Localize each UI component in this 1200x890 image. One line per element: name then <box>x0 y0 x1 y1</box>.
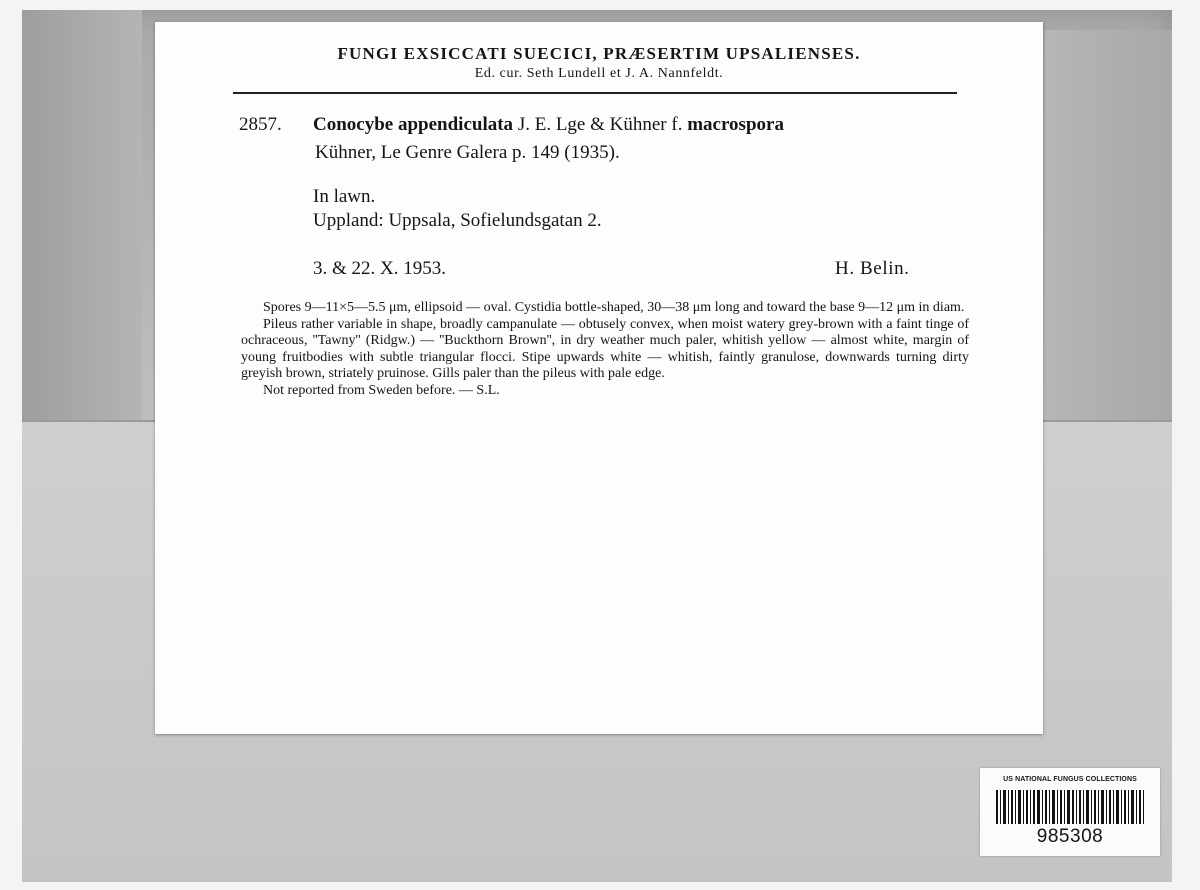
barcode-institution: US NATIONAL FUNGUS COLLECTIONS <box>1003 776 1137 783</box>
collector: H. Belin. <box>835 258 910 279</box>
taxon-reference: Kühner, Le Genre Galera p. 149 (1935). <box>315 142 620 163</box>
collection-date: 3. & 22. X. 1953. <box>313 258 446 279</box>
habitat: In lawn. <box>313 186 376 207</box>
description <box>241 300 969 399</box>
taxon-genus-species: Conocybe appendiculata <box>313 114 514 135</box>
locality: Uppland: Uppsala, Sofielundsgatan 2. <box>313 210 602 231</box>
exsiccata-label <box>155 22 1043 734</box>
barcode-sticker <box>980 768 1160 856</box>
packet-flap-right <box>1045 30 1172 422</box>
description-note: Not reported from Sweden before. — S.L. <box>263 382 500 398</box>
description-spores: Spores 9—11×5—5.5 μm, ellipsoid — oval. Cystidia bottle-shaped, 30—38 μm long and toward the base 9—12 μm in diam. <box>263 300 965 315</box>
packet-flap-left <box>22 10 142 422</box>
taxon-name <box>313 114 784 136</box>
series-title: FUNGI EXSICCATI SUECICI, PRÆSERTIM UPSALIENSES. <box>337 44 861 63</box>
entry-number: 2857. <box>239 114 282 135</box>
series-editors: Ed. cur. Seth Lundell et J. A. Nannfeldt. <box>474 66 724 81</box>
taxon-form: macrospora <box>687 114 784 135</box>
barcode-icon <box>996 790 1144 824</box>
description-pileus: Pileus rather variable in shape, broadly campanulate — obtusely convex, when moist watery grey-brown with a faint tinge of ochraceous, ''Tawny'' (Ridgw.) — ''Buckthorn Brown'', in dry weather much paler, whitish yellow — almost white, margin of young fruitbodies with subtle triangular flocci. Stipe upwards white — whitish, faintly granulose, downwards turning dirty greyish brown, striately pruinose. Gills paler than the pileus with pale edge. <box>241 316 969 381</box>
title-rule <box>233 92 957 94</box>
barcode-number: 985308 <box>1036 826 1104 847</box>
taxon-authors: J. E. Lge & Kühner f. <box>513 114 688 135</box>
